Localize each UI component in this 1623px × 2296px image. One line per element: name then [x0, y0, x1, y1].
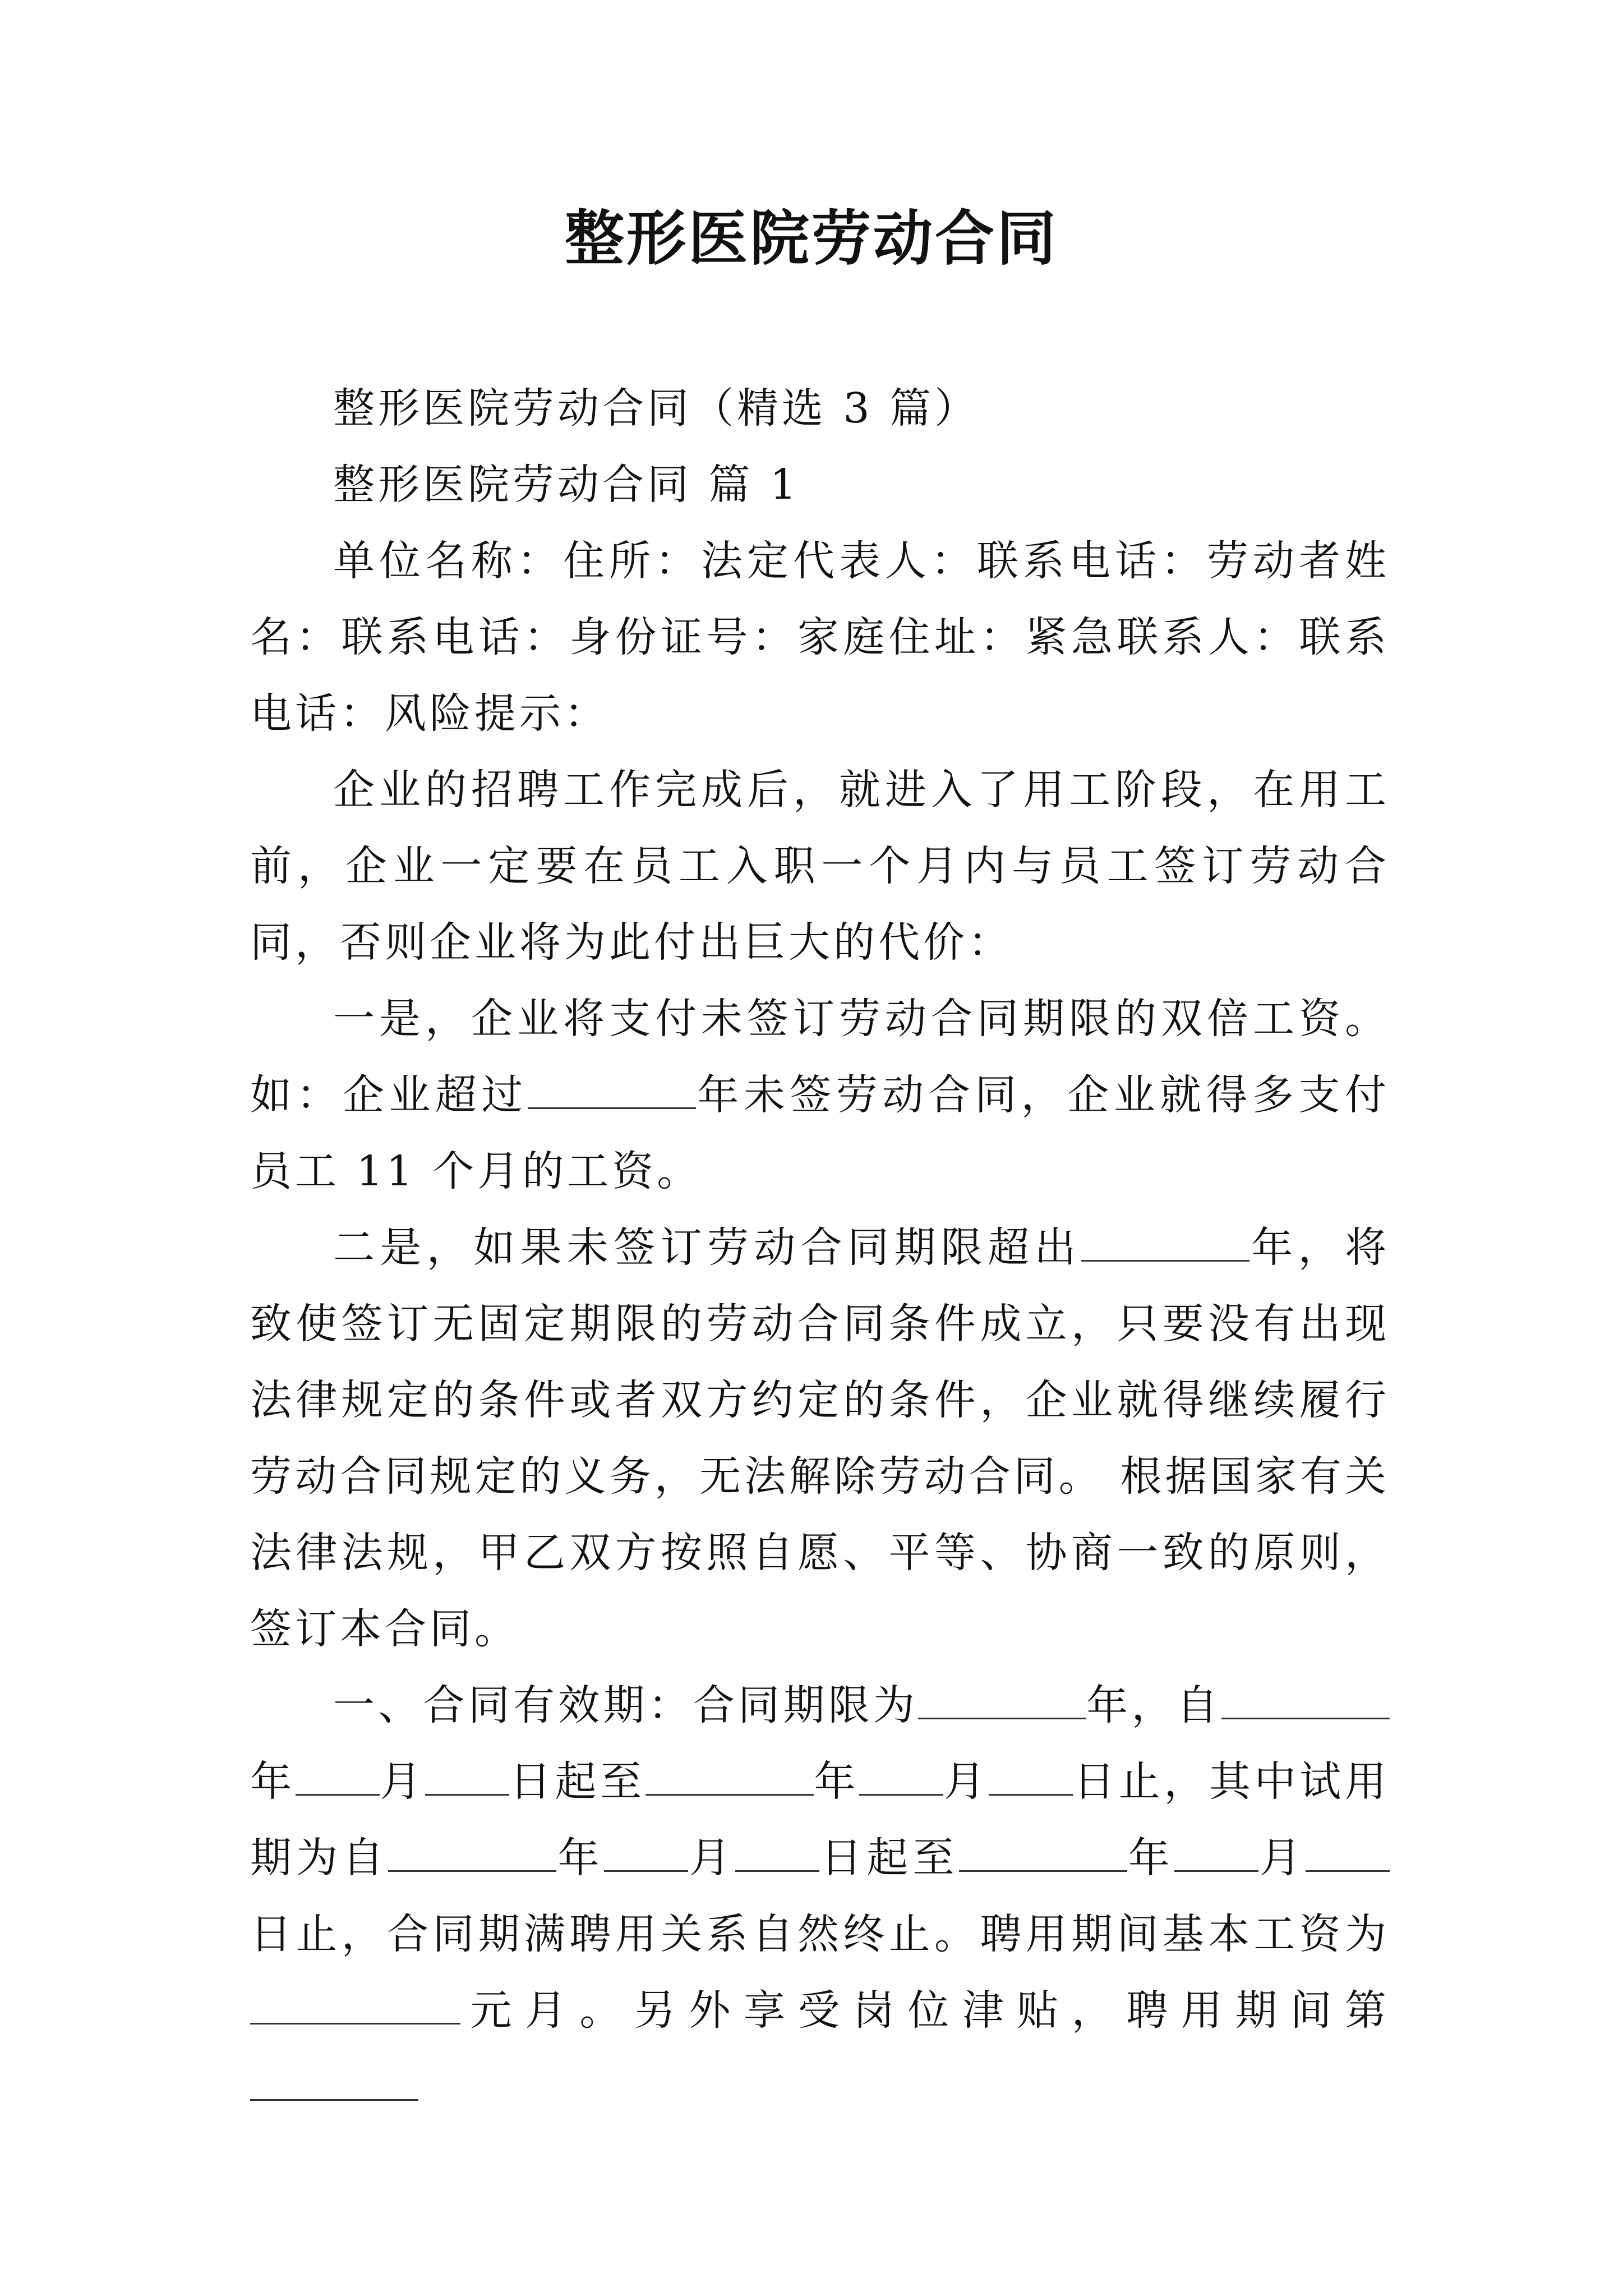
blank-field: [425, 1755, 509, 1796]
term-text: 年: [556, 1834, 604, 1882]
intro-paragraph: 企业的招聘工作完成后，就进入了用工阶段，在用工前，企业一定要在员工入职一个月内与员工签订劳动合同，否则企业将为此付出巨大的代价：: [250, 766, 1390, 967]
contract-term-paragraph: [250, 1667, 1390, 2125]
blank-field: [989, 1755, 1073, 1796]
term-text: 年: [813, 1757, 860, 1806]
term-text: 一、合同有效期：合同期限为: [333, 1681, 919, 1729]
blank-field: [1174, 1831, 1258, 1872]
risk-1-text-a: 一是，企业将支付未签订劳动合同期限的双倍工资。如：企业超过: [250, 995, 1390, 1119]
section-heading: 整形医院劳动合同 篇 1: [333, 461, 800, 509]
term-text: 日止，其中试用期为自: [250, 1757, 1390, 1882]
blank-field: [1221, 1678, 1390, 1719]
blank-field: [959, 1831, 1127, 1872]
risk-2-text-b: 年，将致使签订无固定期限的劳动合同条件成立，只要没有出现法律规定的条件或者双方约定的条件，企业就得继续履行劳动合同规定的义务，无法解除劳动合同。 根据国家有关法律法规，甲乙双方按照自愿、平等、协商一致的原则，签订本合同。: [250, 1223, 1390, 1653]
risk-2-text-a: 二是，如果未签订劳动合同期限超出: [333, 1223, 1081, 1272]
blank-field: [604, 1831, 688, 1872]
blank-field: [250, 1984, 460, 2024]
term-text: 年: [250, 1757, 296, 1806]
blank-field: [645, 1755, 814, 1796]
term-text: 年: [1127, 1834, 1174, 1882]
term-text: 月: [1258, 1834, 1306, 1882]
blank-field: [1306, 1831, 1390, 1872]
term-text: 日起至: [509, 1757, 645, 1806]
term-text: 月: [688, 1834, 735, 1882]
blank-field: [388, 1831, 556, 1872]
document-title: 整形医院劳动合同: [565, 203, 1058, 273]
document-body: [250, 370, 1390, 2125]
blank-field: [735, 1831, 819, 1872]
risk-paragraph-1: [250, 981, 1390, 1209]
fields-paragraph: 单位名称：住所：法定代表人：联系电话：劳动者姓名：联系电话：身份证号：家庭住址：紧急联系人：联系电话：风险提示：: [250, 537, 1390, 738]
term-text: 月: [379, 1757, 426, 1806]
blank-field: [859, 1755, 943, 1796]
term-text: 年，自: [1086, 1681, 1222, 1729]
blank-field: [250, 2060, 418, 2101]
blank-field: [528, 1068, 696, 1109]
term-text: 日起至: [819, 1834, 959, 1882]
blank-field: [296, 1755, 380, 1796]
term-text: 元月。另外享受岗位津贴，聘用期间第: [460, 1986, 1390, 2035]
subtitle: 整形医院劳动合同（精选 3 篇）: [333, 384, 980, 432]
term-text: 月: [943, 1757, 989, 1806]
term-text: 日止，合同期满聘用关系自然终止。聘用期间基本工资为: [250, 1910, 1390, 1958]
risk-1-text-b: 年未签劳动合同，企业就得多支付员工 11 个月的工资。: [250, 1071, 1390, 1195]
blank-field: [1081, 1221, 1249, 1262]
risk-paragraph-2: [250, 1209, 1390, 1667]
blank-field: [918, 1678, 1086, 1719]
